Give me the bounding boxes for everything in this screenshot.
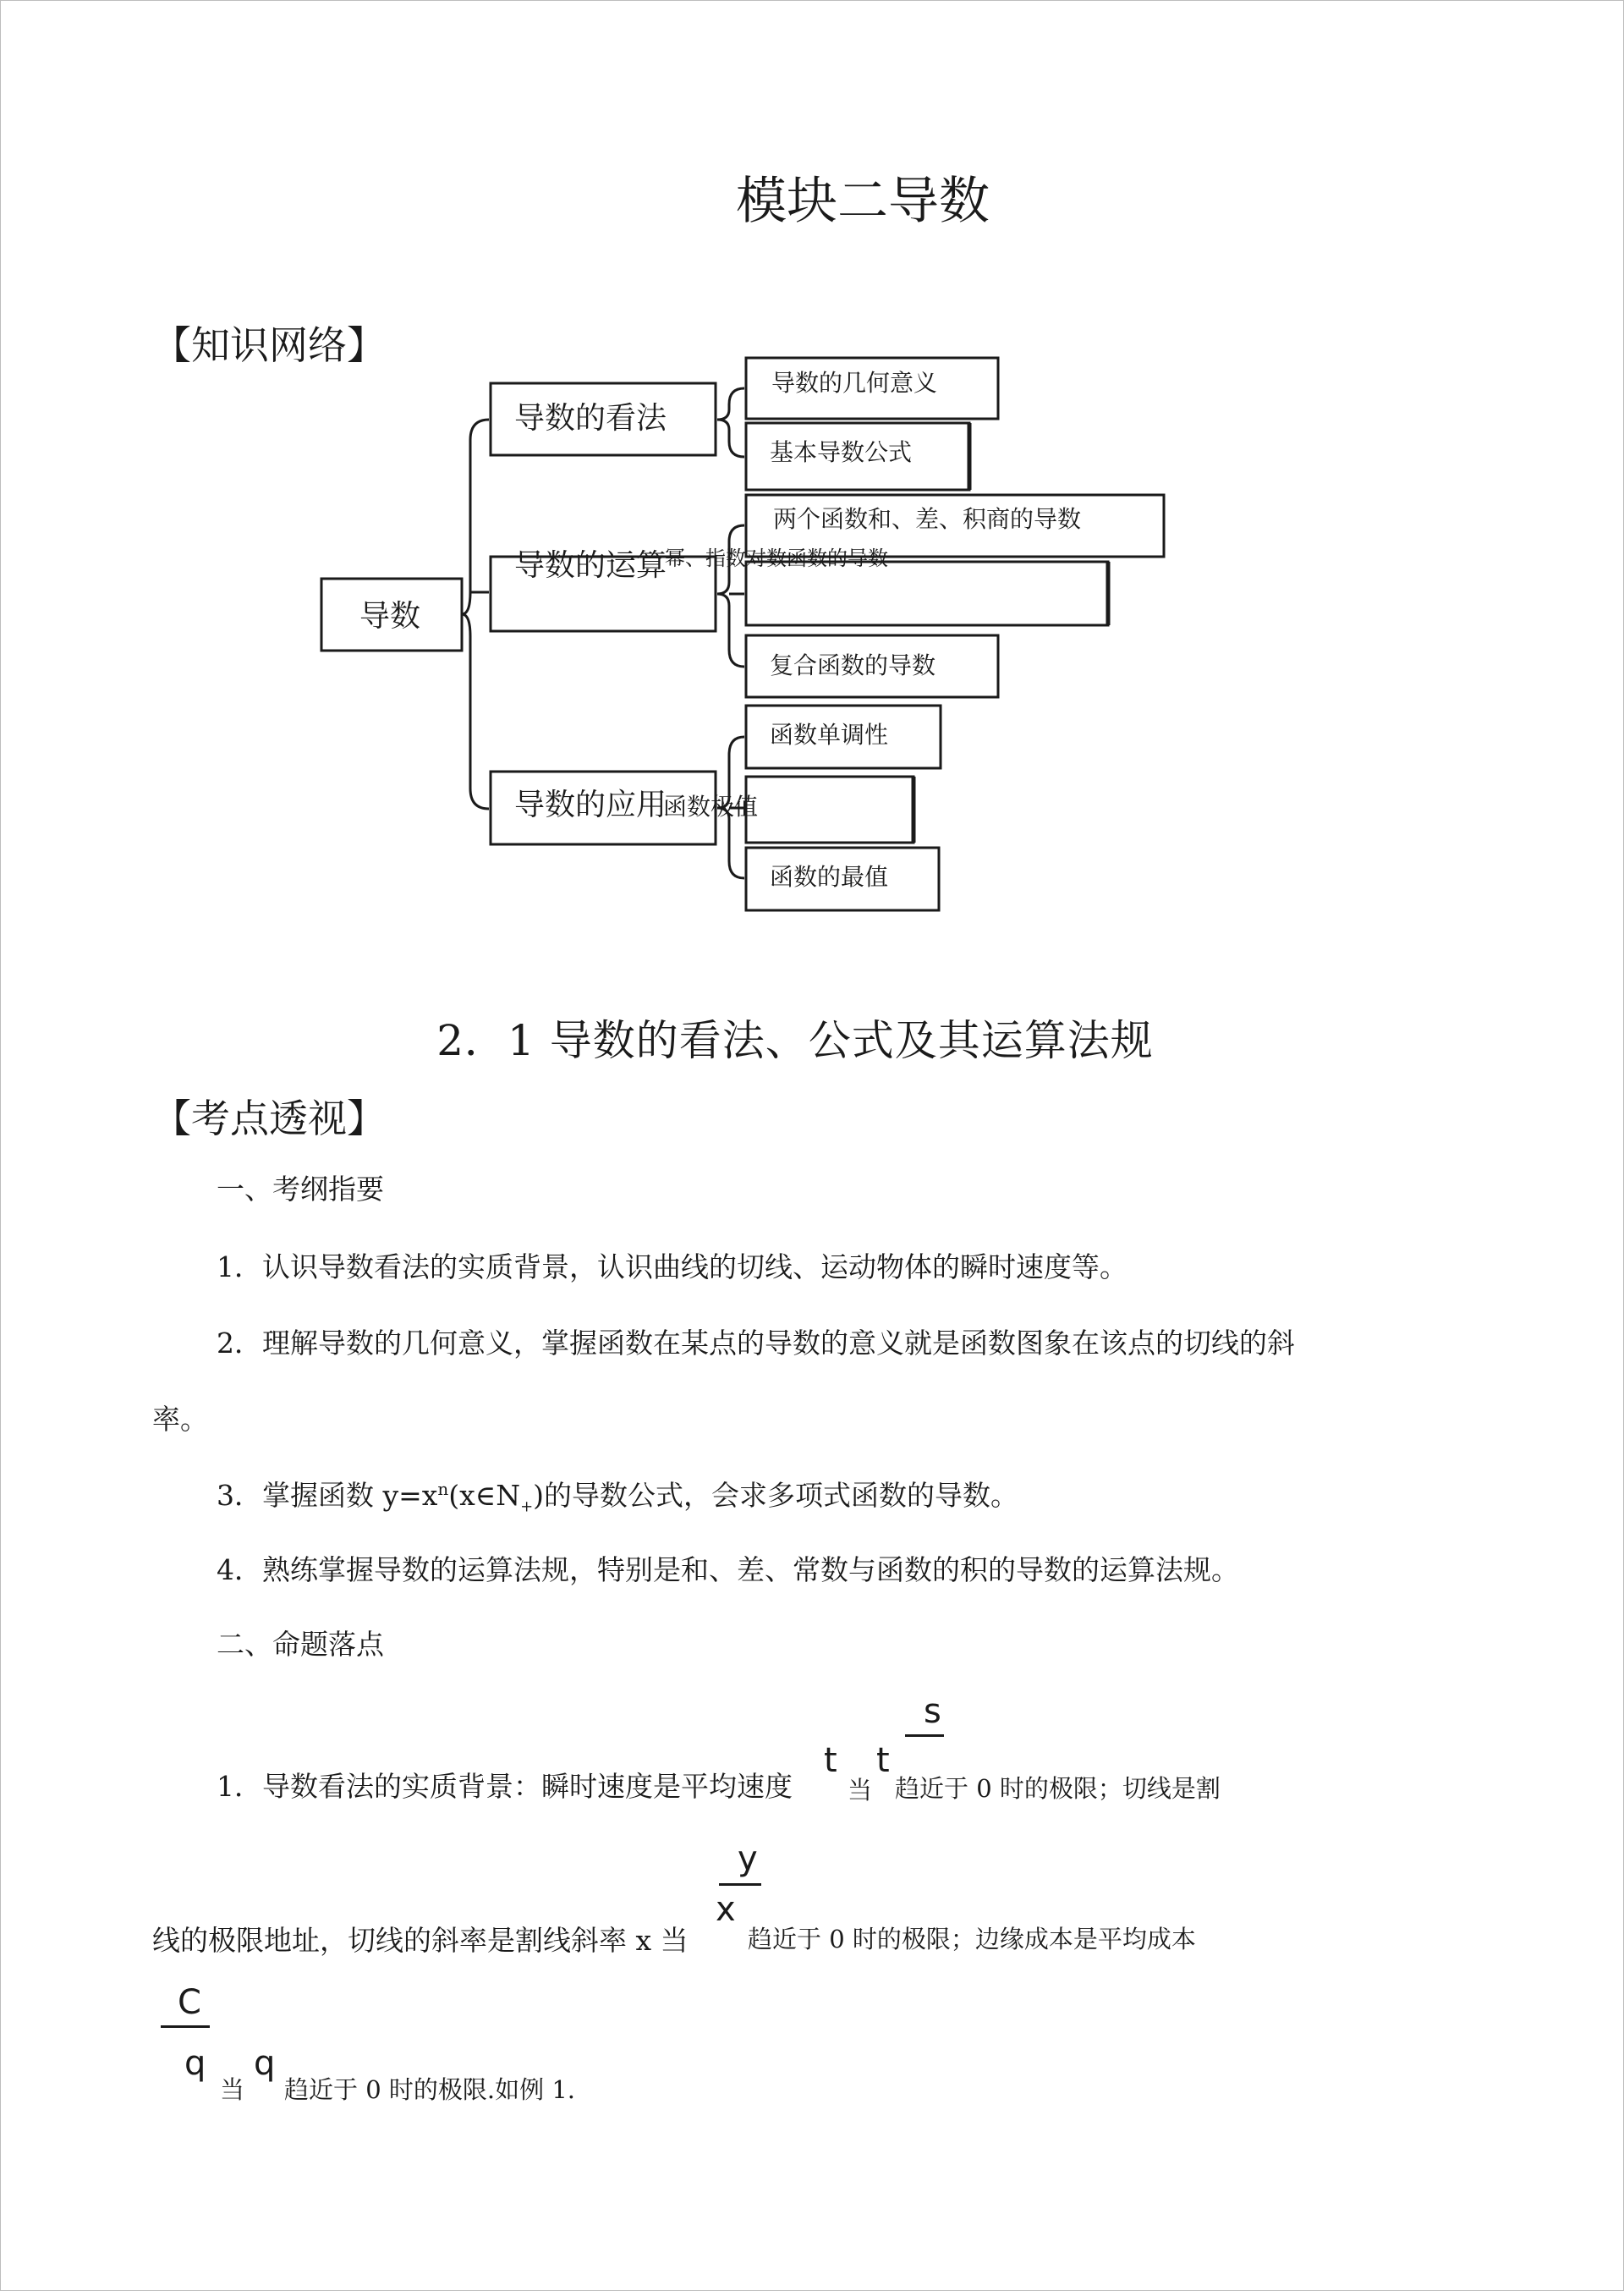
leaf-3-2-box [746, 777, 914, 843]
point-3-q2: q [254, 2044, 276, 2083]
point-1-fraction-bar [905, 1734, 944, 1737]
point-2-y: y [738, 1839, 758, 1878]
node-root-label: 导数 [359, 599, 421, 634]
point-2-text: 线的极限地址，切线的斜率是割线斜率 x 当 [152, 1924, 689, 1957]
node-branch-3-label: 导数的应用 [514, 788, 667, 822]
item-3-pre: 3．掌握函数 y=x [217, 1479, 438, 1512]
point-3-c: C [178, 1983, 201, 2022]
outline-item-4: 4．熟练掌握导数的运算法规，特别是和、差、常数与函数的积的导数的运算法规。 [217, 1553, 1239, 1586]
leaf-1-1-label: 导数的几何意义 [771, 369, 938, 397]
node-branch-1-label: 导数的看法 [514, 401, 667, 436]
leaf-3-3-label: 函数的最值 [770, 863, 889, 891]
outline-item-3 [217, 1474, 1018, 1516]
knowledge-network-heading: 【知识网络】 [152, 322, 386, 368]
item-3-post: )的导数公式，会求多项式函数的导数。 [533, 1479, 1019, 1512]
point-1-text: 1．导数看法的实质背景：瞬时速度是平均速度 [217, 1770, 793, 1803]
outline-item-1: 1．认识导数看法的实质背景，认识曲线的切线、运动物体的瞬时速度等。 [217, 1250, 1127, 1283]
item-3-mid: (x∈N [448, 1479, 521, 1512]
key-points-heading: 【考点透视】 [152, 1096, 386, 1141]
page-title: 模块二导数 [736, 172, 990, 231]
node-branch-2-label: 导数的运算 [514, 548, 667, 583]
item-3-sup: n [437, 1479, 449, 1499]
outline-heading: 一、考纲指要 [217, 1173, 384, 1206]
leaf-2-1-label: 两个函数和、差、积商的导数 [773, 505, 1082, 533]
point-3-dang: 当 [220, 2075, 245, 2104]
point-1-t2: t [876, 1741, 890, 1780]
node-branch-3-overlay: 函数极值 [663, 793, 759, 821]
point-1-tail: 趋近于 0 时的极限；切线是割 [895, 1774, 1221, 1803]
point-2-tail: 趋近于 0 时的极限；边缘成本是平均成本 [748, 1925, 1196, 1953]
points-heading: 二、命题落点 [217, 1628, 384, 1661]
item-3-sub: + [520, 1497, 534, 1516]
leaf-3-1-label: 函数单调性 [770, 721, 889, 749]
node-branch-2-overlay: 幂、指数对数函数的导数 [665, 547, 888, 570]
point-1-s: s [924, 1692, 941, 1731]
point-2-fraction-bar [719, 1883, 761, 1886]
point-3-q1: q [184, 2044, 206, 2083]
knowledge-network-diagram [0, 0, 1624, 931]
point-2-x: x [716, 1890, 736, 1929]
point-1-dang: 当 [848, 1776, 873, 1805]
leaf-1-2-label: 基本导数公式 [770, 438, 913, 466]
outline-item-2-line-2: 率。 [152, 1403, 208, 1436]
leaf-2-3-label: 复合函数的导数 [770, 651, 936, 679]
point-3-tail: 趋近于 0 时的极限.如例 1. [284, 2075, 575, 2104]
outline-item-2-line-1: 2．理解导数的几何意义，掌握函数在某点的导数的意义就是函数图象在该点的切线的斜 [217, 1327, 1295, 1360]
leaf-2-2-box [746, 562, 1108, 625]
point-1-t1: t [824, 1741, 837, 1780]
section-title: 2．1 导数的看法、公式及其运算法规 [436, 1016, 1154, 1065]
point-3-fraction-bar [161, 2025, 210, 2028]
